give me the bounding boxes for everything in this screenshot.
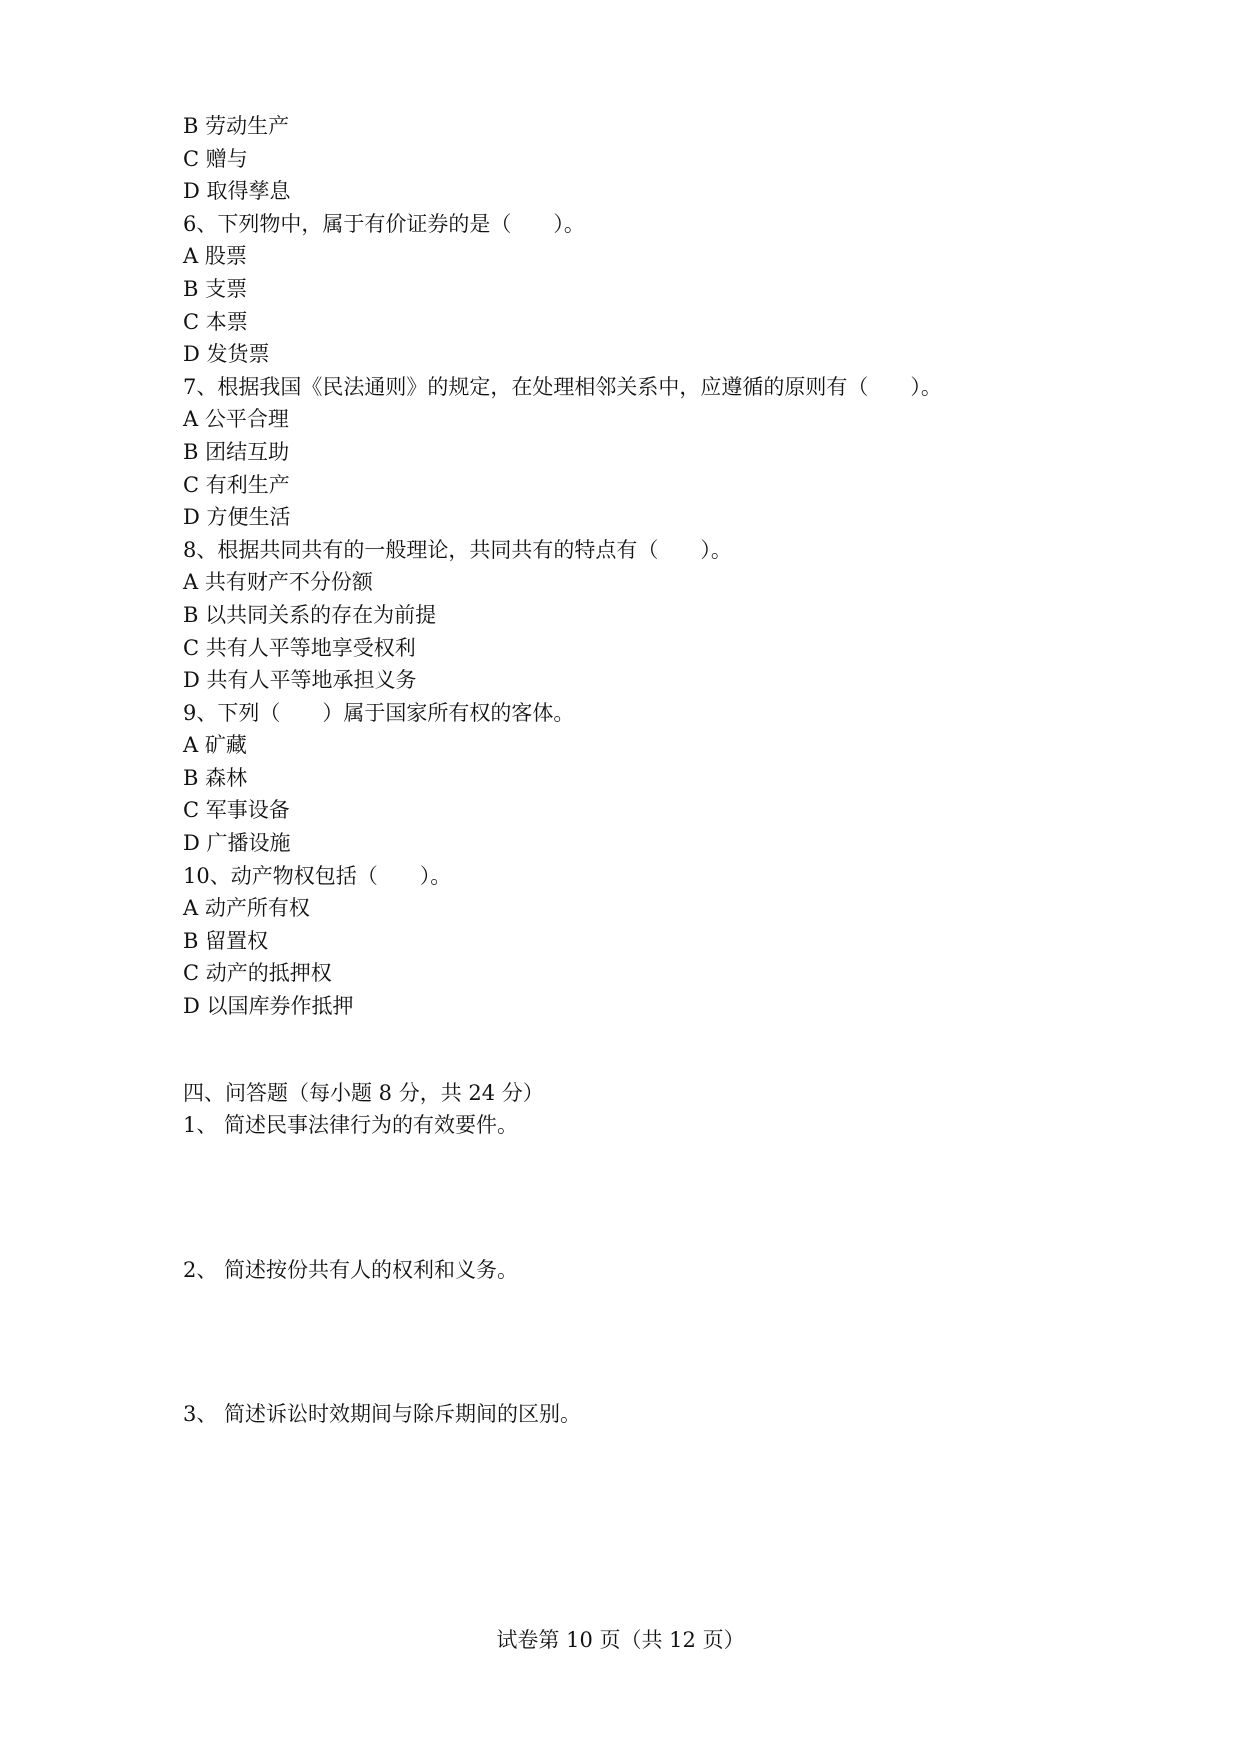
short-answer-question-3: 3、 简述诉讼时效期间与除斥期间的区别。 (183, 1402, 582, 1427)
previous-question-options (183, 110, 1083, 208)
option-d: D 广播设施 (183, 831, 291, 856)
question-9 (183, 697, 1083, 860)
option-a: A 共有财产不分份额 (183, 570, 373, 595)
answer-space-1 (183, 1142, 1083, 1254)
option-c: C 军事设备 (183, 798, 290, 823)
option-c: C 共有人平等地享受权利 (183, 635, 416, 660)
question-7 (183, 371, 1083, 534)
question-stem: 7、根据我国《民法通则》的规定，在处理相邻关系中，应遵循的原则有（ ）。 (183, 374, 942, 399)
option-b: B 团结互助 (183, 439, 290, 464)
question-stem: 6、下列物中，属于有价证券的是（ ）。 (183, 211, 585, 236)
option-c: C 动产的抵押权 (183, 961, 332, 986)
section-four (183, 1077, 1083, 1431)
option-b: B 劳动生产 (183, 114, 290, 138)
option-a: A 公平合理 (183, 407, 289, 432)
option-d: D 共有人平等地承担义务 (183, 668, 417, 693)
short-answer-question-2: 2、 简述按份共有人的权利和义务。 (183, 1257, 519, 1282)
page-footer: 试卷第 10 页（共 12 页） (496, 1628, 745, 1652)
option-a: A 股票 (183, 244, 247, 269)
option-c: C 本票 (183, 309, 248, 334)
option-a: A 矿藏 (183, 733, 247, 758)
option-d: D 方便生活 (183, 505, 291, 530)
option-a: A 动产所有权 (183, 896, 310, 921)
option-b: B 以共同关系的存在为前提 (183, 602, 437, 627)
question-stem: 10、动产物权包括（ ）。 (183, 863, 452, 888)
question-10 (183, 860, 1083, 1023)
section-heading: 四、问答题（每小题 8 分，共 24 分） (183, 1080, 544, 1105)
option-d: D 取得孳息 (183, 179, 291, 204)
short-answer-question-1: 1、 简述民事法律行为的有效要件。 (183, 1113, 519, 1138)
answer-space-2 (183, 1286, 1083, 1398)
option-c: C 赠与 (183, 146, 248, 171)
question-6 (183, 208, 1083, 371)
question-stem: 8、根据共同共有的一般理论，共同共有的特点有（ ）。 (183, 537, 732, 562)
option-b: B 留置权 (183, 928, 269, 953)
question-8 (183, 534, 1083, 697)
option-b: B 森林 (183, 765, 248, 790)
option-d: D 以国库券作抵押 (183, 994, 354, 1019)
exam-page-content (183, 110, 1083, 1431)
option-d: D 发货票 (183, 342, 270, 367)
option-c: C 有利生产 (183, 472, 290, 497)
question-stem: 9、下列（ ）属于国家所有权的客体。 (183, 700, 575, 725)
option-b: B 支票 (183, 276, 248, 301)
section-spacer (183, 1023, 1083, 1077)
